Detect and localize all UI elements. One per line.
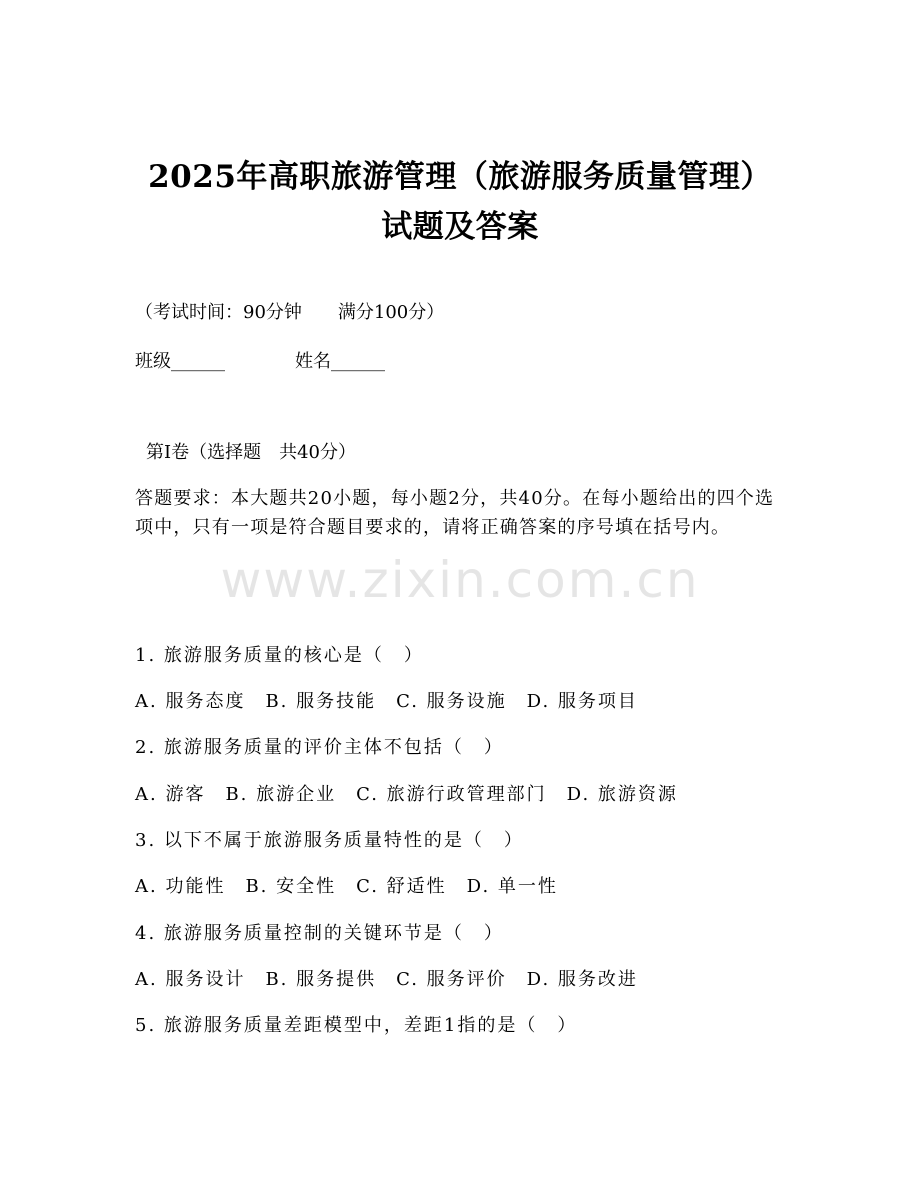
section-heading: 第I卷（选择题 共40分） xyxy=(146,442,357,463)
exam-info: （考试时间：90分钟 满分100分） xyxy=(135,302,445,323)
class-field-label: 班级______ xyxy=(135,351,225,372)
question-options: A. 功能性 B. 安全性 C. 舒适性 D. 单一性 xyxy=(135,876,558,897)
question-options: A. 服务态度 B. 服务技能 C. 服务设施 D. 服务项目 xyxy=(135,691,638,712)
question-stem: 3. 以下不属于旅游服务质量特性的是（ ） xyxy=(135,830,524,851)
name-field-label: 姓名______ xyxy=(295,351,385,372)
watermark: www.zixin.com.cn xyxy=(220,551,700,609)
page-title: 2025年高职旅游管理（旅游服务质量管理） xyxy=(148,159,772,195)
question-stem: 5. 旅游服务质量差距模型中，差距1指的是（ ） xyxy=(135,1015,578,1036)
question-options: A. 游客 B. 旅游企业 C. 旅游行政管理部门 D. 旅游资源 xyxy=(135,784,678,805)
question-stem: 1. 旅游服务质量的核心是（ ） xyxy=(135,645,424,666)
section-instructions: 答题要求：本大题共20小题，每小题2分，共40分。在每小题给出的四个选项中，只有一项是符合题目要求的，请将正确答案的序号填在括号内。 xyxy=(135,488,775,538)
question-stem: 4. 旅游服务质量控制的关键环节是（ ） xyxy=(135,923,504,944)
page-subtitle: 试题及答案 xyxy=(381,209,539,245)
question-options: A. 服务设计 B. 服务提供 C. 服务评价 D. 服务改进 xyxy=(135,969,638,990)
question-stem: 2. 旅游服务质量的评价主体不包括（ ） xyxy=(135,737,504,758)
